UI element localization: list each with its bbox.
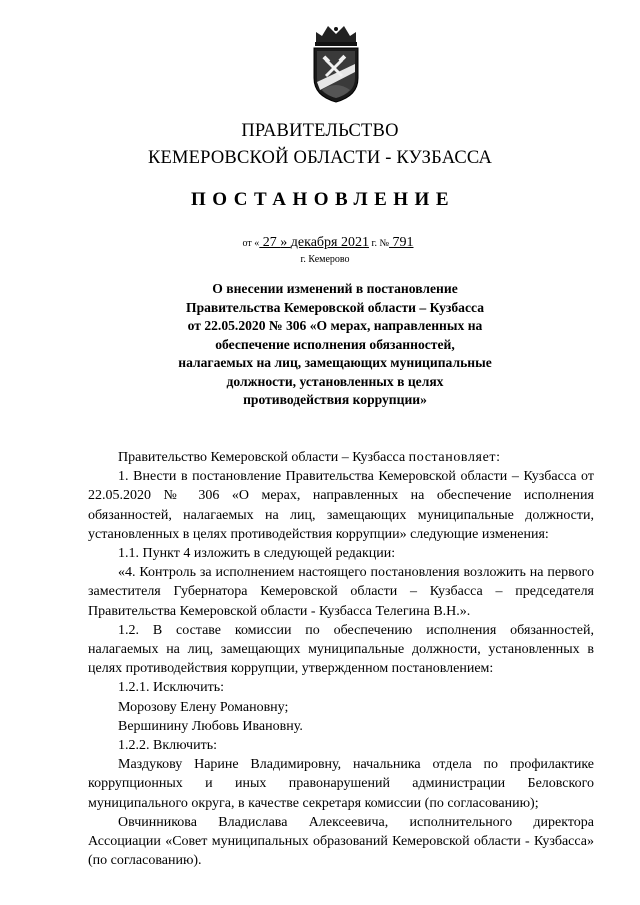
date-prefix: от « <box>242 238 260 249</box>
title-line: противодействия коррупции» <box>243 392 427 407</box>
title-line: от 22.05.2020 № 306 «О мерах, направленных на <box>187 318 483 333</box>
intro-paragraph <box>88 448 594 467</box>
coat-of-arms-icon <box>308 20 364 104</box>
title-line: О внесении изменений в постановление <box>212 281 458 296</box>
document-city: г. Кемерово <box>300 254 350 265</box>
title-line: должности, установленных в целях <box>226 373 444 389</box>
intro-decree-word: постановляет: <box>408 450 501 465</box>
title-line: налагаемых на лиц, замещающих муниципальные <box>178 355 492 370</box>
date-day: 27 <box>259 235 281 250</box>
paragraph-1: 1. Внести в постановление Правительства Кемеровской области – Кузбасса от 22.05.2020 № 306 «О мерах, направленных на обеспечение исполнения обязанностей, налагаемых на лиц, замещающих муниципальные должности, установленных в целях противодействия коррупции» следующие изменения: <box>88 469 594 542</box>
included-member: Маздукову Нарине Владимировну, начальника отдела по профилактике коррупционных и иных правонарушений администрации Беловского муниципального округа, в качестве секретаря комиссии (по согласованию); <box>88 757 594 811</box>
included-member: Овчинникова Владислава Алексеевича, исполнительного директора Ассоциации «Совет муниципальных образований Кемеровской области - Кузбасса» (по согласованию). <box>88 814 594 869</box>
title-line: Правительства Кемеровской области – Кузбасса <box>186 299 484 315</box>
paragraph-1-2-2: 1.2.2. Включить: <box>118 738 217 754</box>
excluded-member: Морозову Елену Романовну; <box>118 699 289 715</box>
paragraph-1-2: 1.2. В составе комиссии по обеспечению исполнения обязанностей, налагаемых на лиц, замещающих муниципальные должности, установленных в целях противодействия коррупции, утвержденном постановлением: <box>88 622 594 677</box>
paragraph-1-2-1: 1.2.1. Исключить: <box>118 680 224 696</box>
document-number: 791 <box>388 235 414 250</box>
document-body <box>88 448 594 870</box>
paragraph-1-1: 1.1. Пункт 4 изложить в следующей редакции: <box>118 546 396 562</box>
date-year-suffix: г. № <box>368 238 389 249</box>
document-type: ПОСТАНОВЛЕНИЕ <box>190 189 456 210</box>
organization-name-line-1: ПРАВИТЕЛЬСТВО <box>241 121 399 141</box>
title-line: обеспечение исполнения обязанностей, <box>215 336 455 352</box>
document-title <box>140 280 530 410</box>
organization-name-line-2: КЕМЕРОВСКОЙ ОБЛАСТИ - КУЗБАССА <box>147 148 493 168</box>
date-month-year: декабря 2021 <box>290 235 369 250</box>
date-mid: » <box>280 235 291 250</box>
document-dateline <box>0 235 640 251</box>
intro-text: Правительство Кемеровской области – Кузбасса <box>118 450 409 465</box>
paragraph-1-1-text: «4. Контроль за исполнением настоящего постановления возложить на первого заместителя Губернатора Кемеровской области – Кузбасса – председателя Правительства Кемеровской области - Кузбасса Телегина В.Н.». <box>88 565 594 619</box>
excluded-member: Вершинину Любовь Ивановну. <box>118 718 303 734</box>
